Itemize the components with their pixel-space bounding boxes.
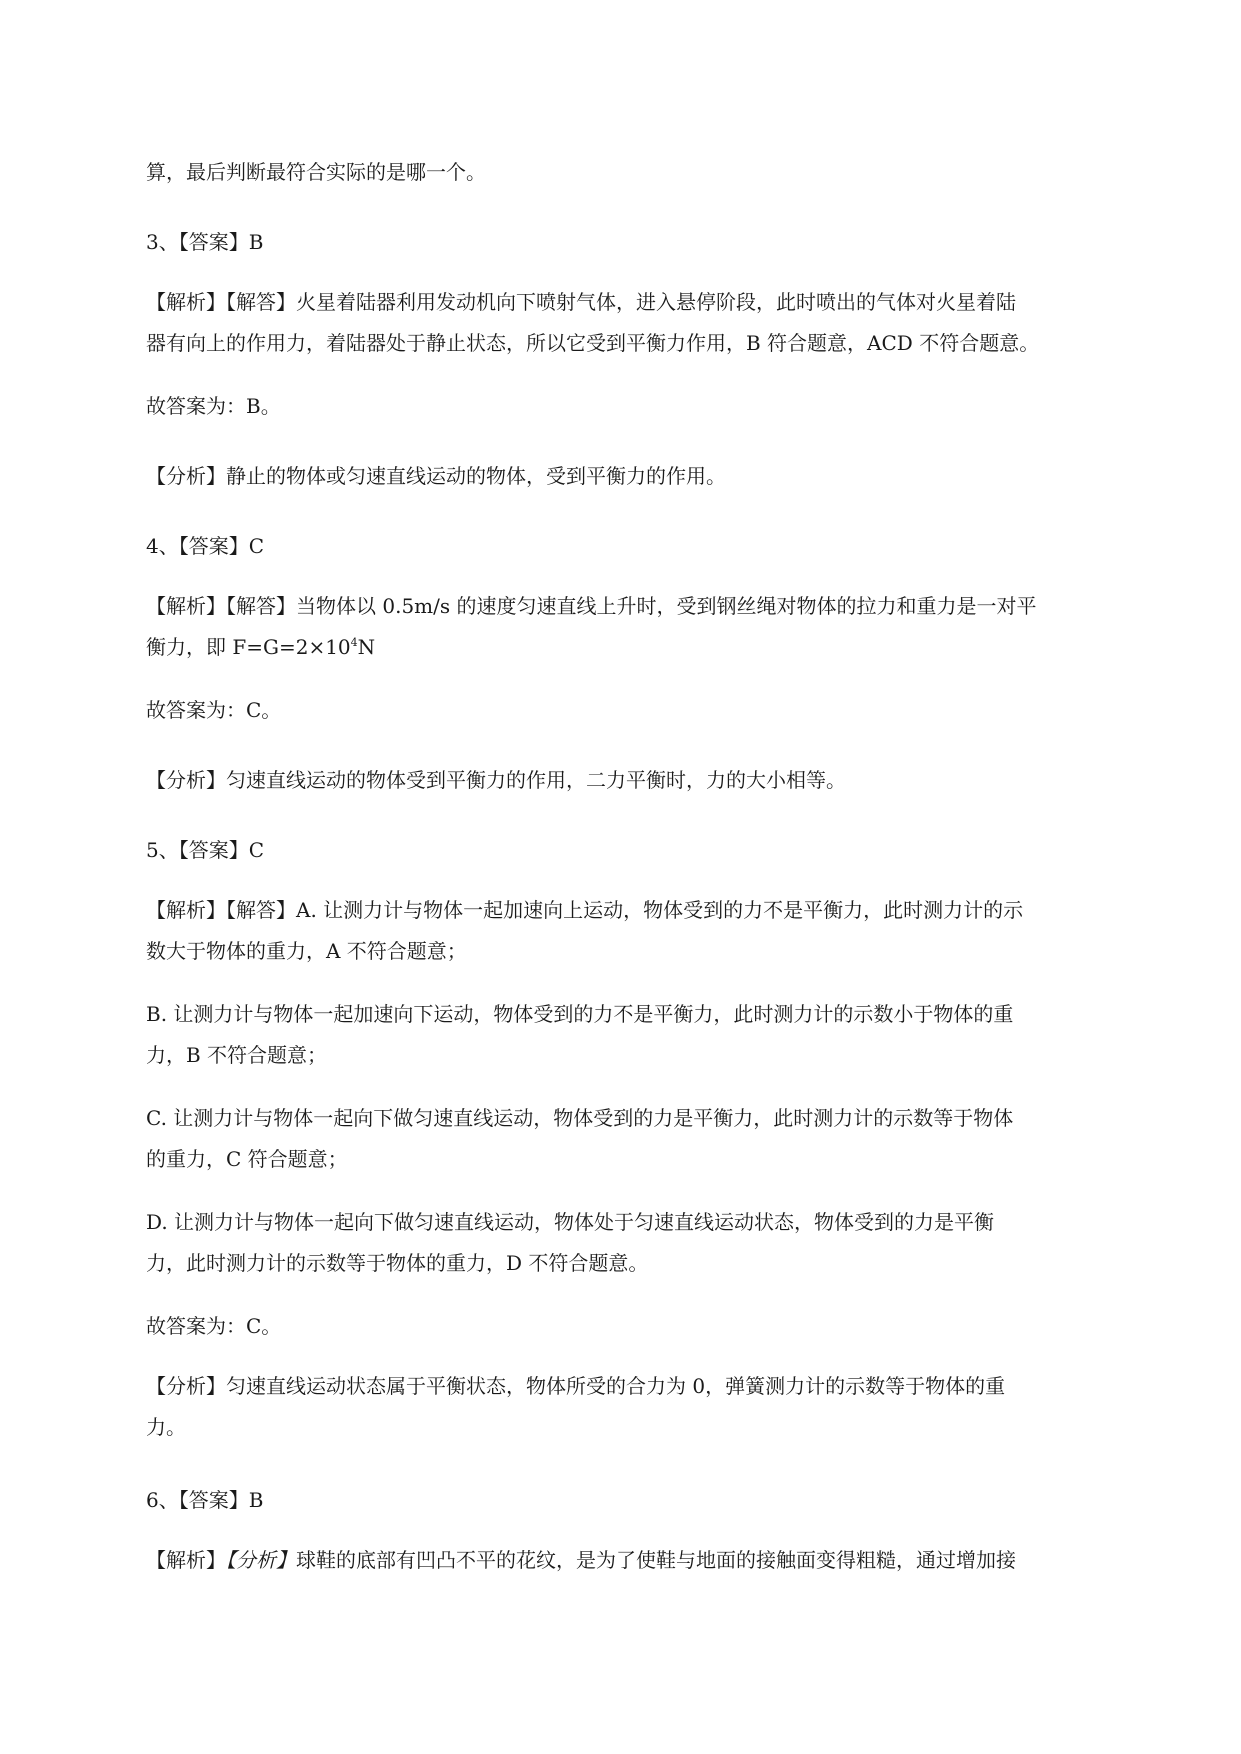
text-line bbox=[146, 1540, 1146, 1581]
text-line: 6、【答案】B bbox=[146, 1488, 264, 1512]
paragraph-intro-end bbox=[146, 152, 1146, 193]
option-b-paragraph bbox=[146, 994, 1146, 1076]
answer-conclusion-3 bbox=[146, 386, 1146, 427]
text-line: 力，B 不符合题意； bbox=[146, 1043, 328, 1067]
text-line: C. 让测力计与物体一起向下做匀速直线运动，物体受到的力是平衡力，此时测力计的示数等于物体 bbox=[146, 1106, 1014, 1130]
text-line: 力，此时测力计的示数等于物体的重力，D 不符合题意。 bbox=[146, 1251, 649, 1275]
text-line: 故答案为：B。 bbox=[146, 394, 281, 418]
label-analysis: 【解析】 bbox=[146, 1548, 226, 1572]
text-line: D. 让测力计与物体一起向下做匀速直线运动，物体处于匀速直线运动状态，物体受到的力是平衡 bbox=[146, 1210, 995, 1234]
text-line: 力。 bbox=[146, 1415, 186, 1439]
option-d-paragraph bbox=[146, 1202, 1146, 1284]
text-line: 数大于物体的重力，A 不符合题意； bbox=[146, 939, 467, 963]
analysis-paragraph-6 bbox=[146, 1540, 1146, 1581]
text-line: 算，最后判断最符合实际的是哪一个。 bbox=[146, 160, 486, 184]
answer-heading-6 bbox=[146, 1480, 1146, 1521]
analysis-summary-5 bbox=[146, 1366, 1146, 1448]
answer-heading-3 bbox=[146, 222, 1146, 263]
text-line: 【分析】匀速直线运动的物体受到平衡力的作用，二力平衡时，力的大小相等。 bbox=[146, 768, 846, 792]
label-fenxi-italic: 【分析】 bbox=[226, 1548, 296, 1572]
analysis-summary-4 bbox=[146, 760, 1146, 801]
analysis-summary-3 bbox=[146, 456, 1146, 497]
text-line: 3、【答案】B bbox=[146, 230, 264, 254]
text-line: 5、【答案】C bbox=[146, 838, 265, 862]
text-line: 【解析】【解答】当物体以 0.5m/s 的速度匀速直线上升时，受到钢丝绳对物体的拉力和重力是一对平 bbox=[146, 594, 1037, 618]
text-line bbox=[146, 627, 1146, 668]
analysis-paragraph-3 bbox=[146, 282, 1146, 364]
text-line: 故答案为：C。 bbox=[146, 698, 282, 722]
text-line: 4、【答案】C bbox=[146, 534, 265, 558]
text-line: 【分析】匀速直线运动状态属于平衡状态，物体所受的合力为 0，弹簧测力计的示数等于物体的重 bbox=[146, 1374, 1006, 1398]
text-line: 故答案为：C。 bbox=[146, 1314, 282, 1338]
text-line: 的重力，C 符合题意； bbox=[146, 1147, 348, 1171]
exponent: 4 bbox=[350, 636, 358, 649]
analysis-body: 球鞋的底部有凹凸不平的花纹，是为了使鞋与地面的接触面变得粗糙，通过增加接 bbox=[296, 1548, 1016, 1572]
text-line: 【解析】【解答】A. 让测力计与物体一起加速向上运动，物体受到的力不是平衡力，此时测力计的示 bbox=[146, 898, 1024, 922]
answer-heading-5 bbox=[146, 830, 1146, 871]
option-c-paragraph bbox=[146, 1098, 1146, 1180]
text-line: B. 让测力计与物体一起加速向下运动，物体受到的力不是平衡力，此时测力计的示数小于物体的重 bbox=[146, 1002, 1014, 1026]
answer-conclusion-5 bbox=[146, 1306, 1146, 1347]
formula-text: 衡力，即 F=G=2×10 bbox=[146, 635, 351, 659]
unit-text: N bbox=[357, 635, 376, 659]
analysis-paragraph-5 bbox=[146, 890, 1146, 972]
text-line: 【解析】【解答】火星着陆器利用发动机向下喷射气体，进入悬停阶段，此时喷出的气体对火星着陆 bbox=[146, 290, 1016, 314]
answer-conclusion-4 bbox=[146, 690, 1146, 731]
analysis-paragraph-4 bbox=[146, 586, 1146, 668]
text-line: 器有向上的作用力，着陆器处于静止状态，所以它受到平衡力作用，B 符合题意，ACD 不符合题意。 bbox=[146, 331, 1040, 355]
answer-heading-4 bbox=[146, 526, 1146, 567]
text-line: 【分析】静止的物体或匀速直线运动的物体，受到平衡力的作用。 bbox=[146, 464, 726, 488]
